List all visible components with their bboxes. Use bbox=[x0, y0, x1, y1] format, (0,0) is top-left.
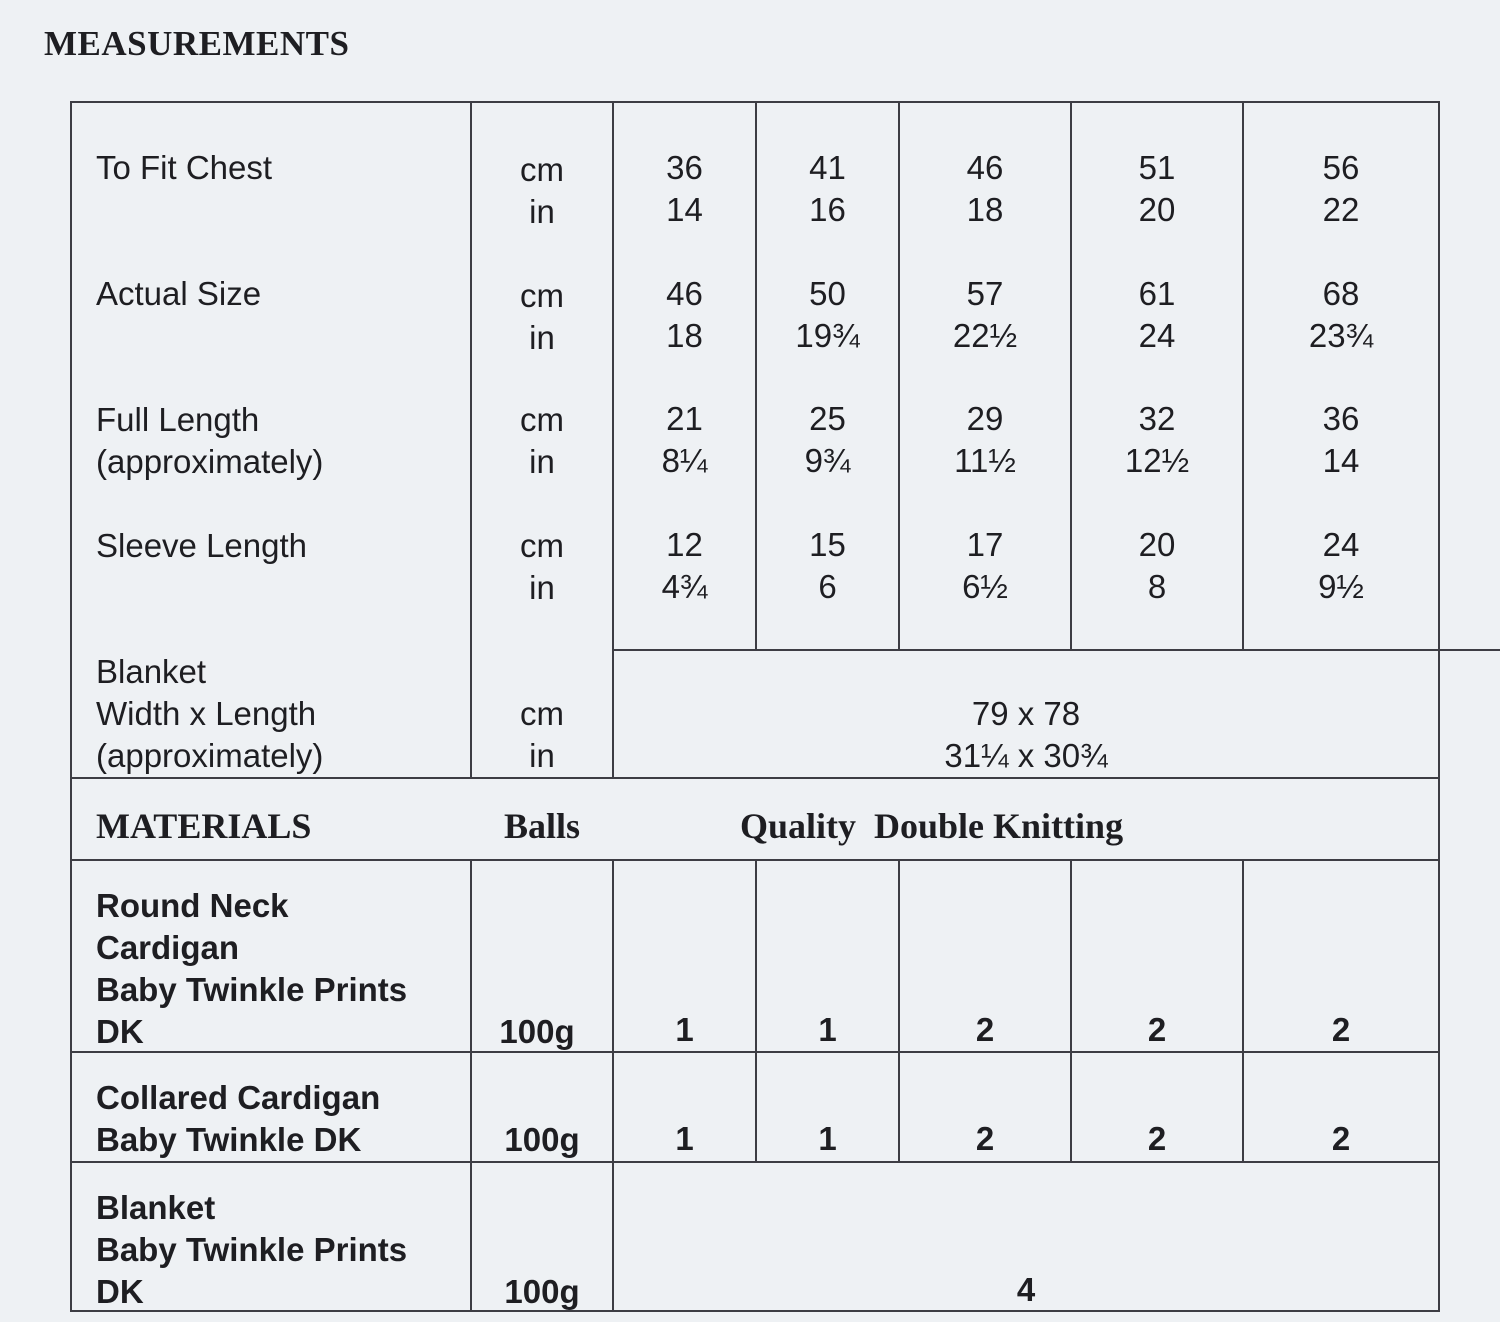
value-cm: 36 bbox=[666, 149, 703, 186]
unit-cell bbox=[472, 693, 612, 777]
material-weight: 100g bbox=[499, 1013, 575, 1050]
value-in: 19¾ bbox=[795, 317, 860, 354]
value-cell bbox=[1072, 524, 1242, 608]
label-line: (approximately) bbox=[96, 443, 324, 480]
ball-count: 2 bbox=[975, 1011, 995, 1048]
value-cell bbox=[757, 147, 898, 231]
unit-in: in bbox=[529, 443, 555, 480]
value-cm: 61 bbox=[1138, 275, 1176, 312]
label-line: Collared Cardigan bbox=[96, 1079, 381, 1116]
value-cell bbox=[757, 273, 898, 357]
label-line: Baby Twinkle Prints bbox=[96, 971, 408, 1008]
unit-in: in bbox=[529, 319, 555, 356]
value-cm: 36 bbox=[1322, 400, 1360, 437]
ball-count: 2 bbox=[1147, 1120, 1167, 1157]
value-in: 31¼ x 30¾ bbox=[944, 737, 1108, 774]
value-in: 16 bbox=[809, 191, 846, 228]
divider bbox=[72, 1161, 1438, 1163]
value-cm: 68 bbox=[1322, 275, 1360, 312]
label-line: Full Length bbox=[96, 401, 260, 438]
divider bbox=[612, 649, 1500, 651]
quality-header: Quality Double Knitting bbox=[740, 806, 1124, 846]
unit-in: in bbox=[529, 193, 555, 230]
value-in: 22 bbox=[1322, 191, 1360, 228]
ball-count: 1 bbox=[675, 1011, 694, 1048]
ball-count: 2 bbox=[1147, 1011, 1167, 1048]
value-cm: 79 x 78 bbox=[971, 695, 1081, 732]
value-cm: 41 bbox=[809, 149, 846, 186]
value-cell bbox=[1072, 147, 1242, 231]
value-in: 6 bbox=[818, 568, 837, 605]
row-label-blanket bbox=[96, 651, 323, 777]
unit-cm: cm bbox=[520, 151, 564, 188]
value-in: 12½ bbox=[1124, 442, 1190, 479]
row-label-sleeve-length: Sleeve Length bbox=[96, 527, 308, 564]
value-cm: 32 bbox=[1138, 400, 1176, 437]
value-cell bbox=[1244, 147, 1438, 231]
unit-cm: cm bbox=[520, 401, 564, 438]
value-cell bbox=[614, 147, 755, 231]
label-line: Width x Length bbox=[96, 695, 317, 732]
materials-header: MATERIALS bbox=[96, 806, 312, 846]
page-title: MEASUREMENTS bbox=[44, 24, 350, 63]
value-cm: 20 bbox=[1138, 526, 1176, 563]
value-cm: 57 bbox=[966, 275, 1004, 312]
material-label-round-neck bbox=[96, 885, 407, 1053]
unit-cm: cm bbox=[520, 277, 564, 314]
value-cm: 51 bbox=[1138, 149, 1176, 186]
ball-count: 2 bbox=[975, 1120, 995, 1157]
value-cm: 15 bbox=[809, 526, 846, 563]
row-label-to-fit-chest: To Fit Chest bbox=[96, 149, 273, 186]
value-in: 4¾ bbox=[661, 568, 708, 605]
value-in: 18 bbox=[966, 191, 1004, 228]
material-label-collared-cardigan bbox=[96, 1077, 380, 1161]
ball-count: 1 bbox=[675, 1120, 694, 1157]
unit-cell bbox=[472, 149, 612, 233]
unit-in: in bbox=[529, 737, 555, 774]
unit-cm: cm bbox=[520, 527, 564, 564]
material-label-blanket bbox=[96, 1187, 407, 1313]
value-cm: 50 bbox=[809, 275, 846, 312]
unit-cell bbox=[472, 525, 612, 609]
value-cell bbox=[614, 273, 755, 357]
value-in: 8¼ bbox=[661, 442, 708, 479]
label-line: Round Neck bbox=[96, 887, 289, 924]
value-cell bbox=[1244, 524, 1438, 608]
label-line: DK bbox=[96, 1273, 144, 1310]
ball-count: 1 bbox=[818, 1011, 837, 1048]
value-in: 14 bbox=[666, 191, 703, 228]
label-line: DK bbox=[96, 1013, 144, 1050]
value-cm: 29 bbox=[966, 400, 1004, 437]
value-cell bbox=[614, 524, 755, 608]
label-line: Baby Twinkle DK bbox=[96, 1121, 362, 1158]
value-cm: 25 bbox=[809, 400, 846, 437]
label-line: Blanket bbox=[96, 653, 207, 690]
value-in: 20 bbox=[1138, 191, 1176, 228]
divider bbox=[72, 777, 1438, 779]
value-cell bbox=[900, 147, 1070, 231]
value-cell bbox=[1072, 273, 1242, 357]
value-in: 24 bbox=[1138, 317, 1176, 354]
unit-cell bbox=[472, 399, 612, 483]
divider bbox=[612, 859, 614, 1310]
blanket-size-cell bbox=[614, 693, 1438, 777]
value-cell bbox=[1244, 273, 1438, 357]
value-in: 22½ bbox=[952, 317, 1018, 354]
value-in: 14 bbox=[1322, 442, 1360, 479]
material-weight: 100g bbox=[504, 1273, 580, 1310]
unit-cm: cm bbox=[520, 695, 564, 732]
value-in: 9¾ bbox=[804, 442, 851, 479]
row-label-full-length bbox=[96, 399, 323, 483]
value-in: 18 bbox=[666, 317, 703, 354]
ball-count: 1 bbox=[818, 1120, 837, 1157]
label-line: Baby Twinkle Prints bbox=[96, 1231, 408, 1268]
value-cm: 21 bbox=[666, 400, 703, 437]
value-cm: 12 bbox=[666, 526, 703, 563]
value-cm: 46 bbox=[966, 149, 1004, 186]
value-cell bbox=[757, 398, 898, 482]
row-label-actual-size: Actual Size bbox=[96, 275, 262, 312]
value-cm: 17 bbox=[966, 526, 1004, 563]
value-cell bbox=[900, 398, 1070, 482]
label-line: Cardigan bbox=[96, 929, 240, 966]
divider bbox=[470, 859, 472, 1310]
value-cell bbox=[1072, 398, 1242, 482]
value-cell bbox=[1244, 398, 1438, 482]
ball-count: 2 bbox=[1331, 1120, 1351, 1157]
ball-count: 2 bbox=[1331, 1011, 1351, 1048]
ball-count: 4 bbox=[1016, 1271, 1036, 1308]
unit-cell bbox=[472, 275, 612, 359]
value-cell bbox=[900, 524, 1070, 608]
value-in: 11½ bbox=[954, 442, 1016, 479]
material-weight: 100g bbox=[504, 1121, 580, 1158]
value-in: 9½ bbox=[1318, 568, 1364, 605]
measurements-table bbox=[70, 101, 1440, 1312]
label-line: (approximately) bbox=[96, 737, 324, 774]
value-cm: 56 bbox=[1322, 149, 1360, 186]
unit-in: in bbox=[529, 569, 555, 606]
value-cell bbox=[757, 524, 898, 608]
value-cm: 24 bbox=[1322, 526, 1360, 563]
value-cell bbox=[614, 398, 755, 482]
value-in: 8 bbox=[1147, 568, 1167, 605]
value-in: 23¾ bbox=[1308, 317, 1374, 354]
label-line: Blanket bbox=[96, 1189, 216, 1226]
value-cell bbox=[900, 273, 1070, 357]
value-in: 6½ bbox=[962, 568, 1008, 605]
balls-header: Balls bbox=[503, 806, 581, 846]
value-cm: 46 bbox=[666, 275, 703, 312]
